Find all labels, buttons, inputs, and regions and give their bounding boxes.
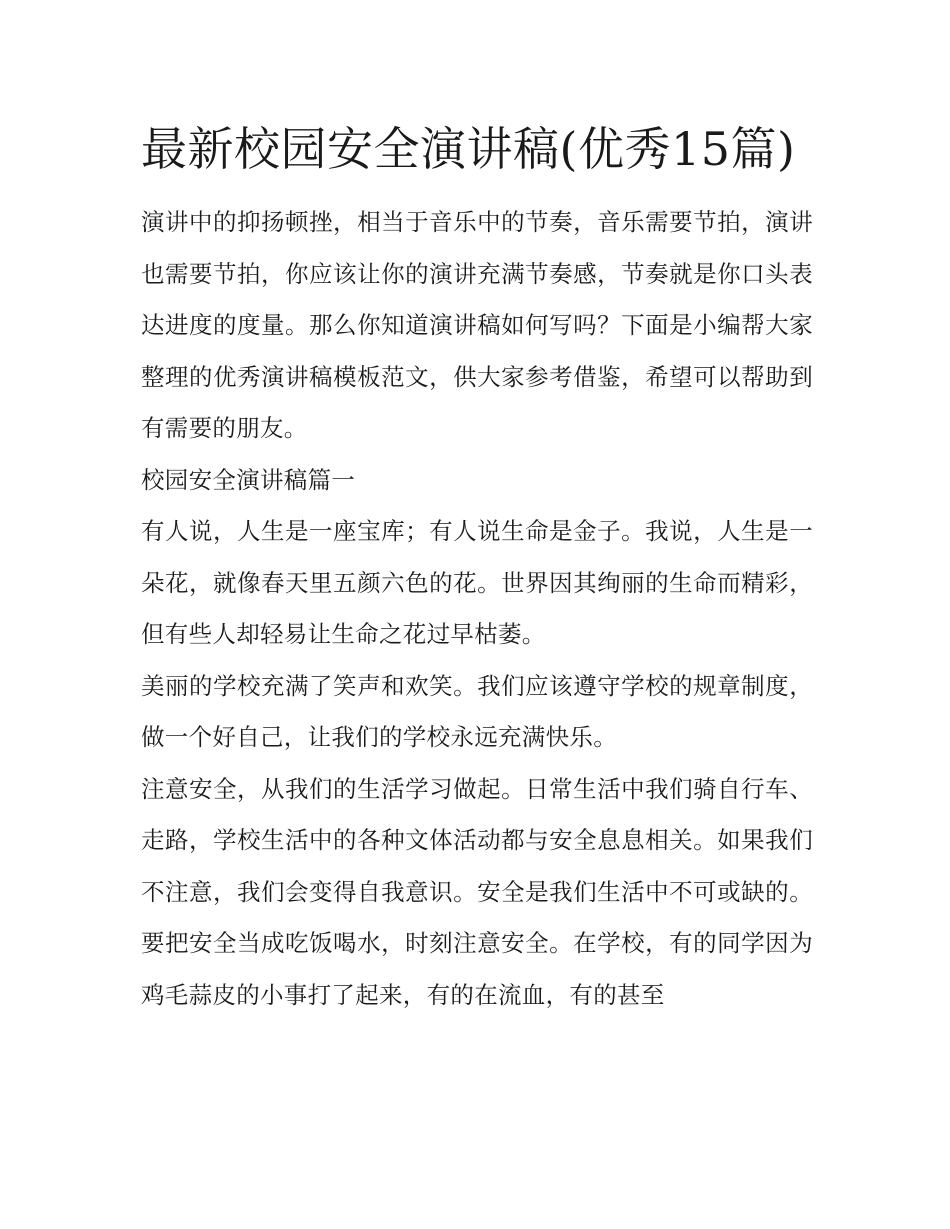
body-paragraph: 注意安全，从我们的生活学习做起。日常生活中我们骑自行车、走路，学校生活中的各种文体活动都与安全息息相关。如果我们不注意，我们会变得自我意识。安全是我们生活中不可或缺的。要把安全当成吃饭喝水，时刻注意安全。在学校，有的同学因为鸡毛蒜皮的小事打了起来，有的在流血，有的甚至 <box>141 774 813 1009</box>
intro-paragraph: 演讲中的抑扬顿挫，相当于音乐中的节奏，音乐需要节拍，演讲也需要节拍，你应该让你的演讲充满节奏感，节奏就是你口头表达进度的度量。那么你知道演讲稿如何写吗？下面是小编帮大家整理的优秀演讲稿模板范文，供大家参考借鉴，希望可以帮助到有需要的朋友。 <box>141 208 813 442</box>
body-paragraph: 美丽的学校充满了笑声和欢笑。我们应该遵守学校的规章制度，做一个好自己，让我们的学校永远充满快乐。 <box>141 671 813 751</box>
document-page <box>141 112 813 1021</box>
body-paragraph: 有人说，人生是一座宝库；有人说生命是金子。我说，人生是一朵花，就像春天里五颜六色的花。世界因其绚丽的生命而精彩，但有些人却轻易让生命之花过早枯萎。 <box>141 517 813 648</box>
document-title: 最新校园安全演讲稿(优秀15篇) <box>141 122 796 176</box>
section-heading: 校园安全演讲稿篇一 <box>141 465 356 494</box>
